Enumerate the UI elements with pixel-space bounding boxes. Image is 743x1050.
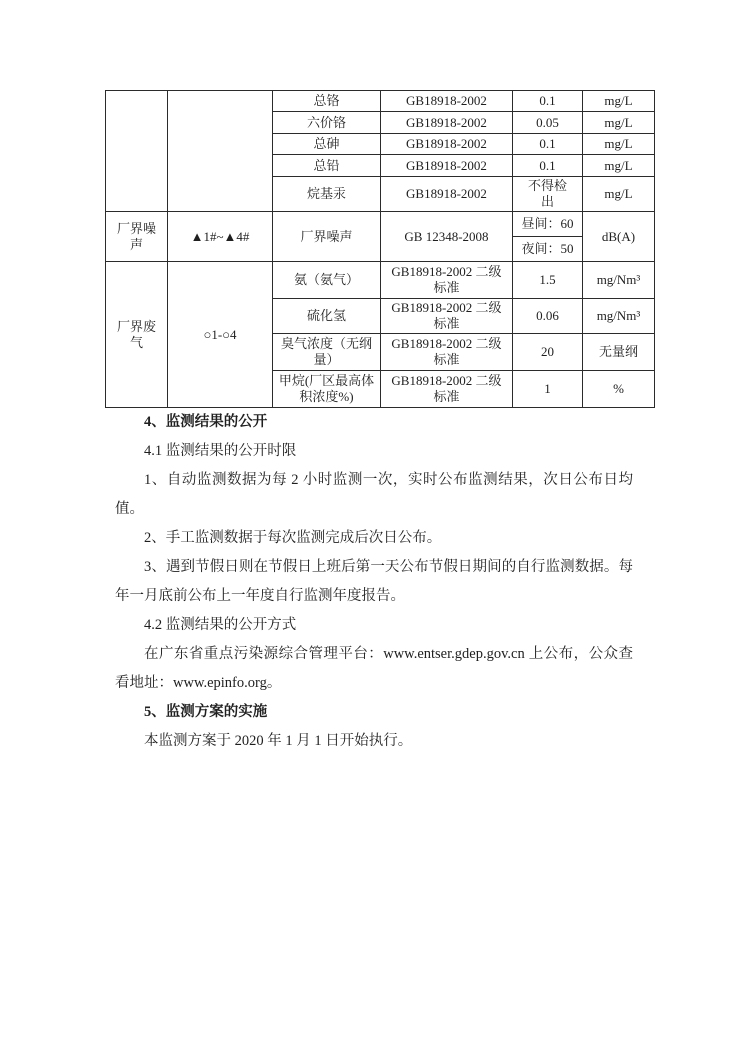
limit-day-cell: 昼间：60 [513,212,583,237]
standard-cell: GB18918-2002 二级标准 [381,299,513,334]
section-4-2-title: 4.2 监测结果的公开方式 [144,617,297,633]
item-cell: 厂界噪声 [273,212,381,262]
section-4-1-title: 4.1 监测结果的公开时限 [144,443,297,459]
unit-cell: % [583,371,655,408]
unit-cell: mg/L [583,155,655,177]
unit-cell: mg/L [583,134,655,155]
item-cell: 臭气浓度（无纲量） [273,334,381,371]
points-cell: ○1-○4 [168,262,273,408]
standard-cell: GB18918-2002 [381,91,513,112]
table-row-gas [106,262,655,299]
paragraph-manual-monitoring: 2、手工监测数据于每次监测完成后次日公布。 [144,530,442,546]
unit-cell: mg/L [583,112,655,134]
unit-cell: mg/Nm³ [583,262,655,299]
item-cell: 甲烷(厂区最高体积浓度%) [273,371,381,408]
standard-cell: GB18918-2002 [381,134,513,155]
monitoring-table [105,90,655,408]
unit-cell: mg/Nm³ [583,299,655,334]
item-cell: 总铬 [273,91,381,112]
section-4-heading: 4、监测结果的公开 [144,414,268,430]
section-5-heading: 5、监测方案的实施 [144,704,268,720]
limit-cell: 20 [513,334,583,371]
item-cell: 硫化氢 [273,299,381,334]
limit-cell: 0.1 [513,134,583,155]
standard-cell: GB 12348-2008 [381,212,513,262]
standard-cell: GB18918-2002 二级标准 [381,371,513,408]
item-cell: 总铅 [273,155,381,177]
category-cell: 厂界噪声 [106,212,168,262]
unit-cell: mg/L [583,177,655,212]
body-text [115,408,633,756]
limit-cell: 1 [513,371,583,408]
standard-cell: GB18918-2002 [381,112,513,134]
item-cell: 六价铬 [273,112,381,134]
table-row-noise [106,212,655,237]
item-cell: 总砷 [273,134,381,155]
continued-points-cell [168,91,273,212]
unit-cell: 无量纲 [583,334,655,371]
unit-cell: mg/L [583,91,655,112]
table-row [106,91,655,112]
limit-cell: 0.1 [513,155,583,177]
paragraph-implementation-date: 本监测方案于 2020 年 1 月 1 日开始执行。 [144,733,413,749]
limit-cell: 0.06 [513,299,583,334]
paragraph-publish-platform: 在广东省重点污染源综合管理平台：www.entser.gdep.gov.cn 上公布，公众查看地址：www.epinfo.org。 [115,646,633,691]
item-cell: 氨（氨气） [273,262,381,299]
points-cell: ▲1#~▲4# [168,212,273,262]
standard-cell: GB18918-2002 [381,155,513,177]
category-cell: 厂界废气 [106,262,168,408]
standard-cell: GB18918-2002 [381,177,513,212]
paragraph-holiday-publishing: 3、遇到节假日则在节假日上班后第一天公布节假日期间的自行监测数据。每年一月底前公布上一年度自行监测年度报告。 [115,559,633,604]
limit-cell: 0.05 [513,112,583,134]
unit-cell: dB(A) [583,212,655,262]
limit-cell: 1.5 [513,262,583,299]
continued-category-cell [106,91,168,212]
limit-cell: 0.1 [513,91,583,112]
paragraph-auto-monitoring: 1、自动监测数据为每 2 小时监测一次，实时公布监测结果，次日公布日均值。 [115,472,633,517]
standard-cell: GB18918-2002 二级标准 [381,262,513,299]
item-cell: 烷基汞 [273,177,381,212]
limit-night-cell: 夜间：50 [513,237,583,262]
standard-cell: GB18918-2002 二级标准 [381,334,513,371]
limit-cell: 不得检出 [513,177,583,212]
